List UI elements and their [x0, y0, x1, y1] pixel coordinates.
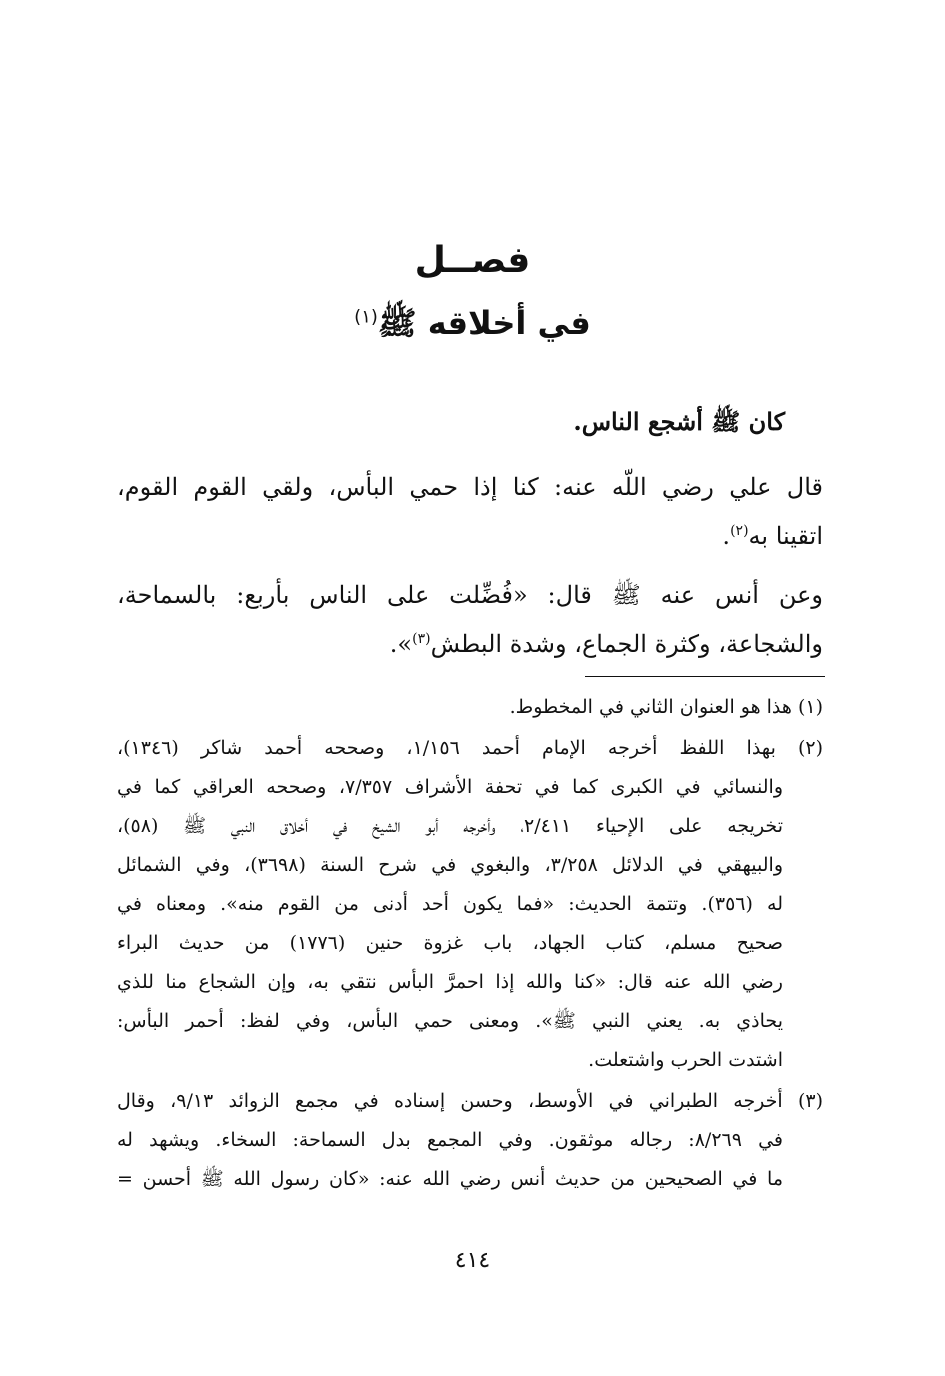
footnote-2-line: والبيهقي في الدلائل ٣/٢٥٨، والبغوي في شرح السنة (٣٦٩٨)، وفي الشمائل: [117, 854, 784, 876]
paragraph-2-line-2: [117, 514, 823, 553]
footnote-2-line: له (٣٥٦). وتتمة الحديث: «فما يكون أحد أدنى من القوم منه». ومعناه في: [117, 893, 783, 915]
footnote-ref-2: (٢): [730, 523, 749, 539]
paragraph-1: كان ﷺ أشجع الناس.: [573, 407, 785, 436]
paragraph-2-period: .: [722, 522, 731, 550]
footnote-2-line: اشتدت الحرب واشتعلت.: [588, 1049, 783, 1071]
section-title: فصــل: [414, 240, 531, 281]
footnote-2-line: والنسائي في الكبرى كما في تحفة الأشراف ٧/٣٥٧، وصححه العراقي كما في: [117, 776, 784, 798]
footnote-3-line: ما في الصحيحين من حديث أنس رضي الله عنه: «كان رسول الله ﷺ أحسن =: [117, 1168, 783, 1190]
footnote-3-line: في ٨/٢٦٩: رجاله موثقون. وفي المجمع بدل السماحة: السخاء. ويشهد له: [117, 1129, 783, 1151]
footnote-2-line: (٢) بهذا اللفظ أخرجه الإمام أحمد ١/١٥٦، وصححه أحمد شاكر (١٣٤٦)،: [117, 737, 824, 759]
footnote-3-line: (٣) أخرجه الطبراني في الأوسط، وحسن إسناده في مجمع الزوائد ٩/١٣، وقال: [117, 1090, 823, 1112]
footnote-ref-3: (٣): [412, 631, 431, 647]
footnote-2-line: يحاذي به. يعني النبي ﷺ». ومعنى حمي البأس، وفي لفظ: أحمر البأس:: [117, 1010, 783, 1032]
footnote-2-line: صحيح مسلم، كتاب الجهاد، باب غزوة حنين (١٧٧٦) من حديث البراء: [117, 932, 783, 954]
paragraph-3-line-2: [117, 622, 823, 661]
section-subtitle-text: في أخلاقه ﷺ: [377, 304, 591, 342]
footnote-separator: [585, 676, 825, 677]
section-subtitle: [0, 304, 945, 350]
footnote-ref-1: (١): [354, 306, 378, 328]
page-number: ٤١٤: [454, 1248, 491, 1273]
paragraph-2-text: اتقينا به: [748, 522, 823, 550]
paragraph-3-line-1: وعن أنس عنه ﷺ قال: «فُضِّلت على الناس بأربع: بالسماحة،: [117, 581, 823, 609]
footnote-2-line: رضي الله عنه قال: «كنا والله إذا احمرَّ البأس نتقي به، وإن الشجاع منا للذي: [117, 971, 783, 993]
footnote-2-line: تخريجه على الإحياء ٢/٤١١، وأخرجه أبو الشيخ في أخلاق النبي ﷺ (٥٨)،: [117, 815, 783, 837]
footnote-1: (١) هذا هو العنوان الثاني في المخطوط.: [509, 696, 823, 718]
paragraph-3-text: والشجاعة، وكثرة الجماع، وشدة البطش: [430, 630, 823, 658]
paragraph-3-close: ».: [389, 630, 413, 658]
paragraph-2-line-1: قال علي رضي اللّه عنه: كنا إذا حمي البأس، ولقي القوم القوم،: [117, 473, 823, 501]
